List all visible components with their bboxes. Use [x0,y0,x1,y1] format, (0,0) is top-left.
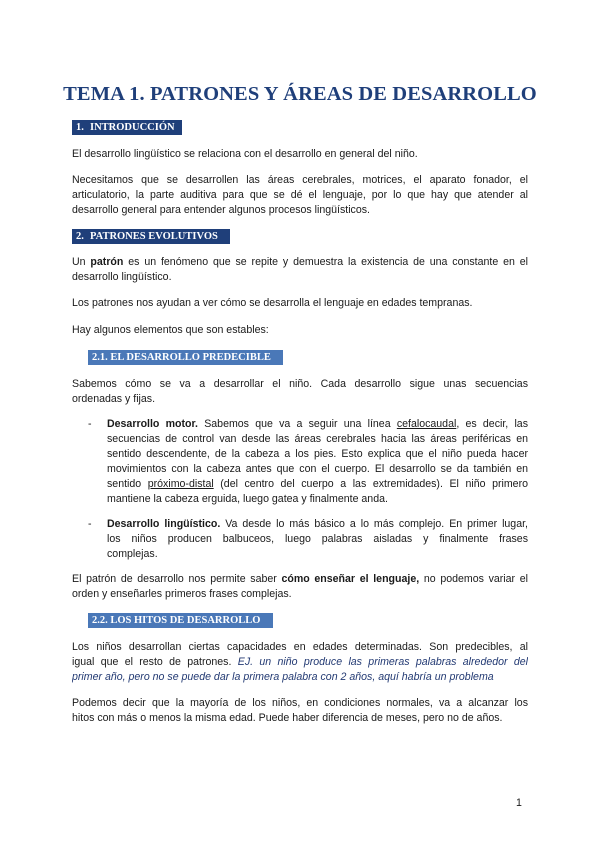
text-line [107,417,528,432]
text-line [107,517,528,532]
section-heading-patrones-evolutivos [72,229,230,244]
paragraph [72,147,528,162]
text-line: los niños producen balbuceos, luego palabras aisladas y finalmente frases [107,533,528,545]
text-span: El patrón de desarrollo nos permite saber [72,573,282,585]
example-text: EJ. un niño produce las primeras palabras alrededor del [237,656,528,668]
text-span: no podemos variar el [419,573,528,585]
paragraph [72,696,528,726]
text-line [72,572,528,587]
text-line: Sabemos cómo se va a desarrollar el niño. Cada desarrollo sigue unas secuencias [72,378,528,390]
text-line: Necesitamos que se desarrollen las áreas cerebrales, motrices, el aparato fonador, el [72,174,528,186]
paragraph [72,323,528,338]
underlined-term: cefalocaudal [396,418,457,430]
text-line: mantiene la cabeza erguida, luego gatea y finalmente anda. [107,493,388,505]
text-span: (del centro del cuerpo a las extremidades). El niño primero [213,478,528,490]
text-line: articulatorio, la parte auditiva para que se dé el lenguaje, por lo que hay que atender al [72,189,528,201]
bullet-item-desarrollo-motor [107,417,528,507]
paragraph [72,296,528,311]
text-line: orden y enseñarles primeros frases complejas. [72,588,292,600]
page-number: 1 [516,797,522,809]
text-line: hitos con más o menos la misma edad. Puede haber diferencia de meses, pero no de años. [72,712,503,724]
bullet-marker: - [88,418,92,430]
text-line [72,655,528,670]
text-span: es un fenómeno que se repite y demuestra la existencia de una constante en el [123,256,528,268]
underlined-term: próximo-distal [147,478,214,490]
text-line: secuencias de control van desde las áreas cerebrales hacia las áreas periféricas en [107,433,528,445]
text-line: ordenadas y fijas. [72,393,156,405]
text-span: Va desde lo más básico a lo más complejo. En primer lugar, [220,518,528,530]
bullet-marker: - [88,518,92,530]
text-line [107,477,528,492]
example-text: primer año, pero no se puede dar la primera palabra con 2 años, aquí habría un problema [72,671,494,683]
bold-term: patrón [90,256,124,268]
paragraph [72,173,528,218]
text-line: sentido descendente, de la cabeza a los pies. Esto explica que el niño pueda hacer [107,448,528,460]
text-line: complejas. [107,548,158,560]
bold-term: cómo enseñar el lenguaje, [281,573,420,585]
text-line: desarrollo general para entender algunos procesos lingüísticos. [72,204,370,216]
section-label: 2.1. EL DESARROLLO PREDECIBLE [92,352,271,363]
paragraph [72,377,528,407]
text-line [72,255,528,270]
text-line: El desarrollo lingüístico se relaciona con el desarrollo en general del niño. [72,148,418,160]
section-label: INTRODUCCIÓN [90,122,175,133]
text-span: Sabemos que va a seguir una línea [198,418,397,430]
text-line: Hay algunos elementos que son estables: [72,324,269,336]
section-number: 1. [76,122,84,133]
section-number: 2. [76,231,84,242]
text-line: desarrollo lingüístico. [72,271,172,283]
text-span: , es decir, las [456,418,528,430]
text-span: Un [72,256,91,268]
subsection-heading-hitos-desarrollo [88,613,273,628]
section-label: 2.2. LOS HITOS DE DESARROLLO [92,615,261,626]
section-heading-introduccion [72,120,182,135]
subsection-heading-desarrollo-predecible [88,350,283,365]
text-span: sentido [107,478,148,490]
paragraph [72,640,528,685]
text-span: igual que el resto de patrones. [72,656,238,668]
text-line: Los niños desarrollan ciertas capacidades en edades determinadas. Son predecibles, al [72,641,528,653]
text-line: Los patrones nos ayudan a ver cómo se desarrolla el lenguaje en edades tempranas. [72,297,473,309]
text-line: movimientos con la cabeza antes que con el cuerpo. El desarrollo se da también en [107,463,528,475]
paragraph [72,255,528,285]
bullet-item-desarrollo-linguistico [107,517,528,562]
text-line: Podemos decir que la mayoría de los niños, en condiciones normales, va a alcanzar los [72,697,528,709]
bold-term: Desarrollo motor. [107,418,198,430]
page-title: TEMA 1. PATRONES Y ÁREAS DE DESARROLLO [63,83,537,105]
bold-term: Desarrollo lingüístico. [107,518,221,530]
section-label: PATRONES EVOLUTIVOS [90,231,218,242]
paragraph [72,572,528,602]
